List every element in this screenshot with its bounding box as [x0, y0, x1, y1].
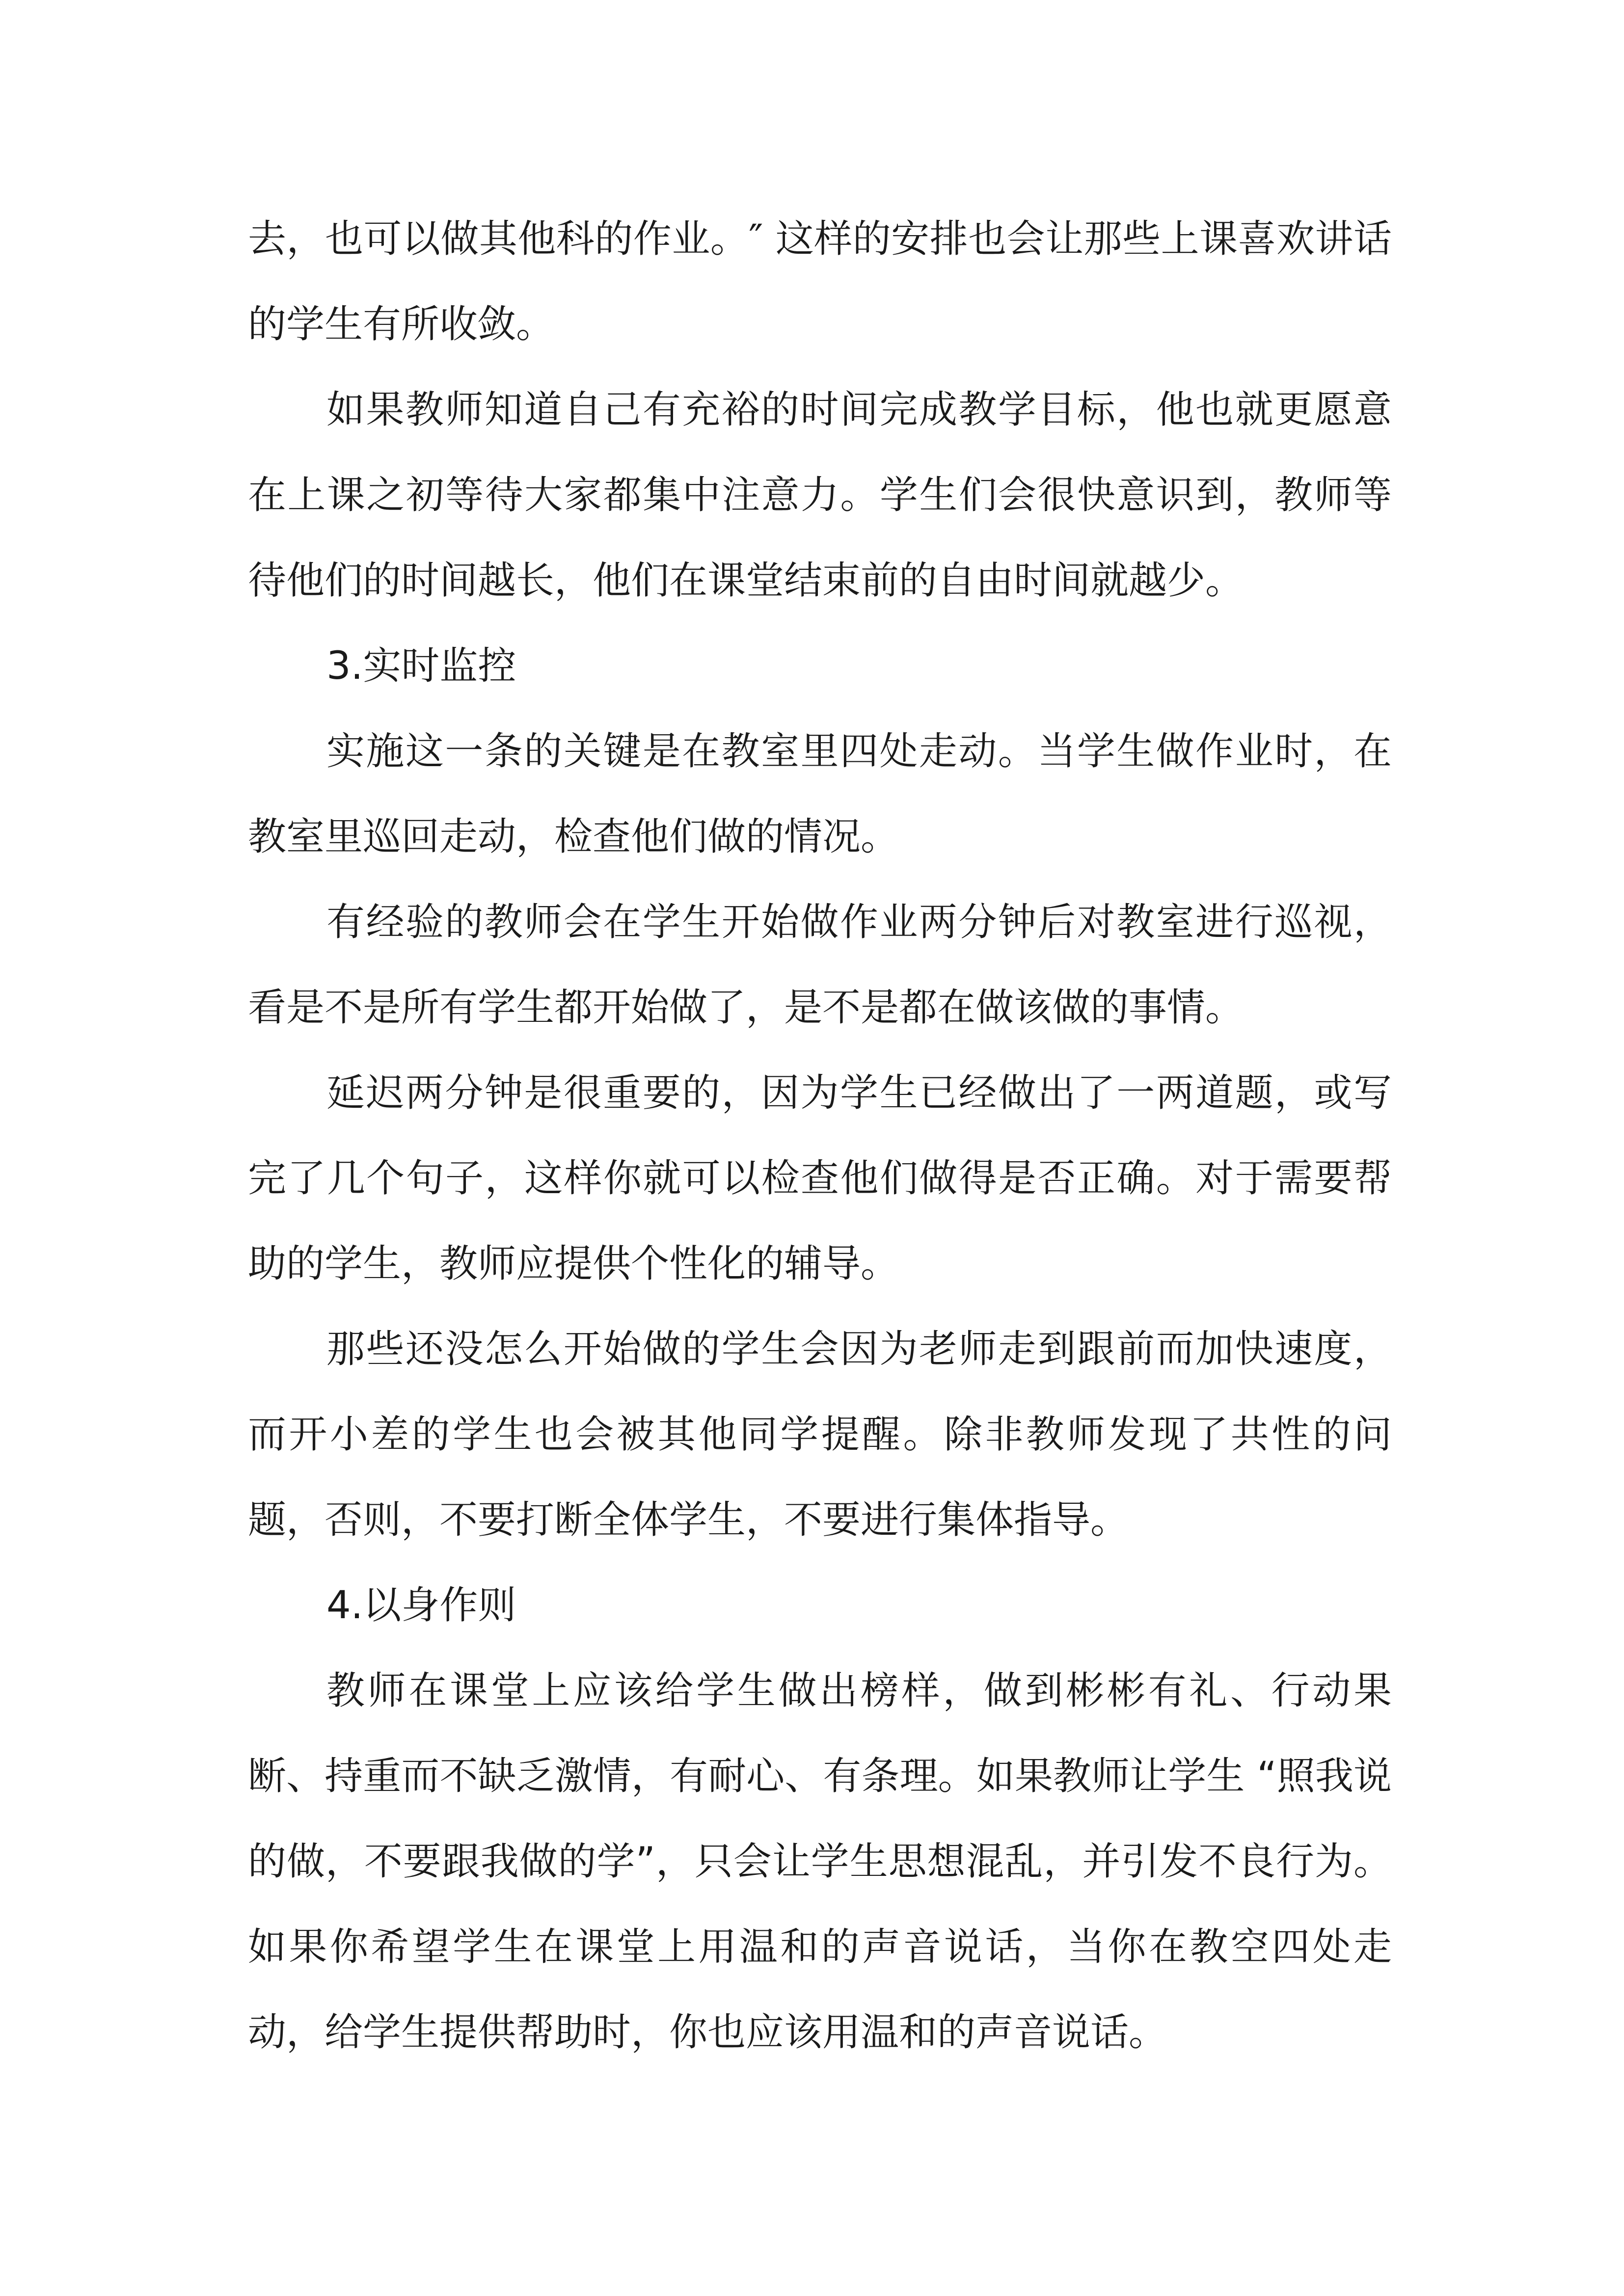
paragraph-walk-around: 实施这一条的关键是在教室里四处走动。当学生做作业时，在教室里巡回走动，检查他们做的情况。: [248, 729, 1392, 859]
paragraph-speed-up: 那些还没怎么开始做的学生会因为老师走到跟前而加快速度，而开小差的学生也会被其他同学提醒。除非教师发现了共性的问题，否则，不要打断全体学生，不要进行集体指导。: [248, 1327, 1392, 1542]
section-heading-3: 3.实时监控: [326, 644, 516, 688]
document-body: [248, 196, 1392, 2075]
paragraph-two-minute-delay: 延迟两分钟是很重要的，因为学生已经做出了一两道题，或写完了几个句子，这样你就可以检查他们做得是否正确。对于需要帮助的学生，教师应提供个性化的辅导。: [248, 1071, 1392, 1286]
paragraph-continuation: 去，也可以做其他科的作业。″ 这样的安排也会让那些上课喜欢讲话的学生有所收敛。: [248, 217, 1392, 347]
paragraph-role-model: 教师在课堂上应该给学生做出榜样，做到彬彬有礼、行动果断、持重而不缺乏激情，有耐心、有条理。如果教师让学生 “照我说的做，不要跟我做的学”，只会让学生思想混乱，并引发不良行为。如果你希望学生在课堂上用温和的声音说话，当你在教空四处走动，给学生提供帮助时，你也应该用温和的声音说话。: [248, 1669, 1392, 2055]
section-heading-4: 4.以身作则: [326, 1583, 516, 1628]
paragraph-experienced-teacher: 有经验的教师会在学生开始做作业两分钟后对教室进行巡视，看是不是所有学生都开始做了，是不是都在做该做的事情。: [248, 900, 1392, 1030]
paragraph-time-goal: 如果教师知道自己有充裕的时间完成教学目标，他也就更愿意在上课之初等待大家都集中注意力。学生们会很快意识到，教师等待他们的时间越长，他们在课堂结束前的自由时间就越少。: [248, 388, 1392, 603]
